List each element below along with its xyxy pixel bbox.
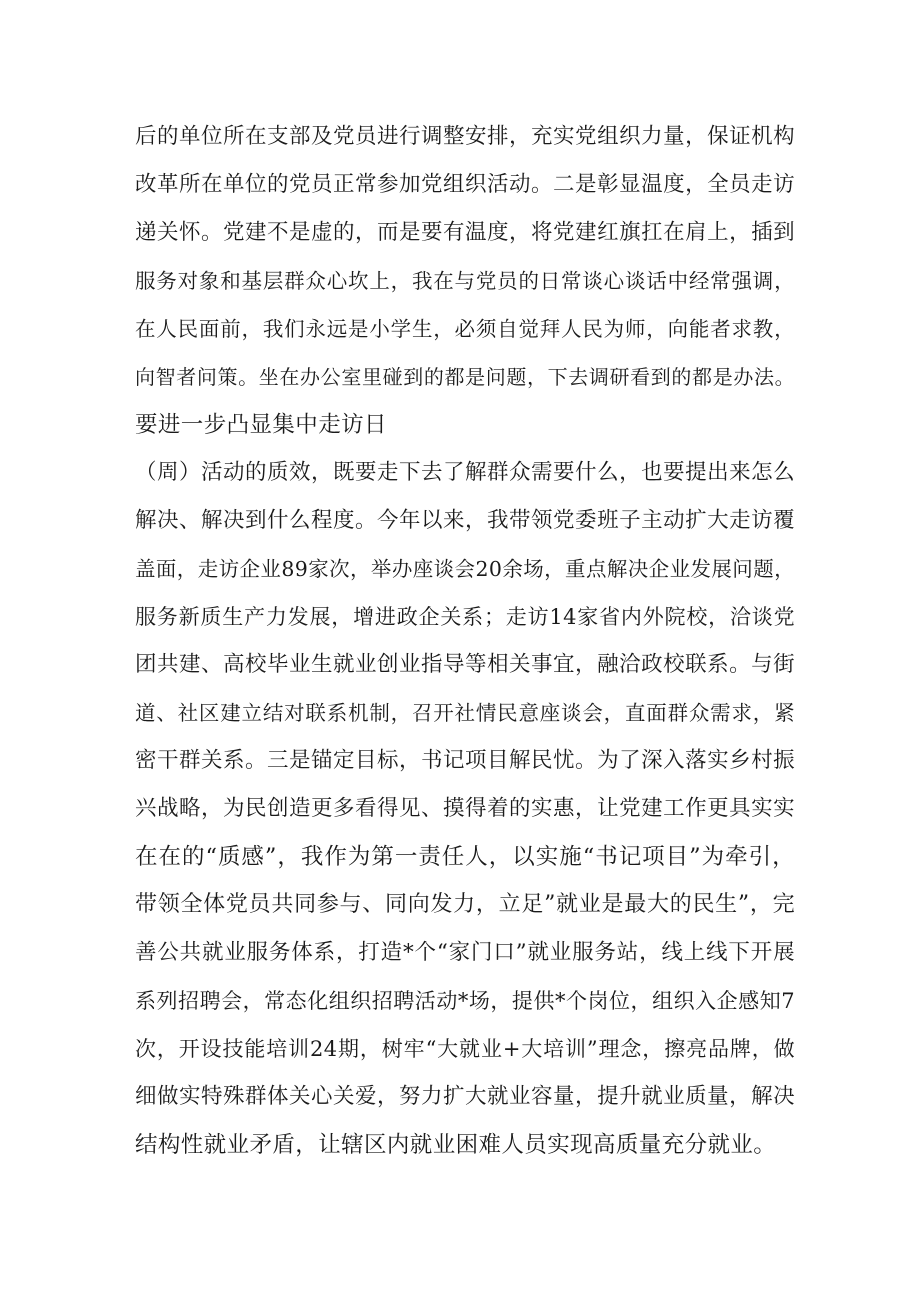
text-line: 细做实特殊群体关心关爱，努力扩大就业容量，提升就业质量，解决 <box>135 1084 795 1109</box>
text-line: 要进一步凸显集中走访日 <box>135 412 387 438</box>
document-body <box>135 113 795 1169</box>
text-line: 团共建、高校毕业生就业创业指导等相关事宜，融洽政校联系。与街 <box>135 652 795 677</box>
text-line: 递关怀。党建不是虚的，而是要有温度，将党建红旗扛在肩上，插到 <box>135 220 795 245</box>
text-line: 服务新质生产力发展，增进政企关系；走访14家省内外院校，洽谈党 <box>135 605 795 629</box>
text-line: 解决、解决到什么程度。今年以来，我带领党委班子主动扩大走访覆 <box>135 508 795 533</box>
text-line: 在人民面前，我们永远是小学生，必须自觉拜人民为师，向能者求教， <box>135 317 795 341</box>
text-line: 系列招聘会，常态化组织招聘活动*场，提供*个岗位，组织入企感知7 <box>135 989 795 1013</box>
text-line: 盖面，走访企业89家次，举办座谈会20余场，重点解决企业发展问题， <box>135 557 795 581</box>
text-line: （周）活动的质效，既要走下去了解群众需要什么，也要提出来怎么 <box>135 460 795 485</box>
text-line: 后的单位所在支部及党员进行调整安排，充实党组织力量，保证机构 <box>135 124 795 149</box>
text-line: 向智者问策。坐在办公室里碰到的都是问题，下去调研看到的都是办法。 <box>135 365 795 389</box>
text-line: 次，开设技能培训24期，树牢“大就业+大培训”理念，擦亮品牌，做 <box>135 1037 795 1061</box>
text-line: 密干群关系。三是锚定目标，书记项目解民忧。为了深入落实乡村振 <box>135 748 795 773</box>
text-line: 在在的“质感”，我作为第一责任人，以实施“书记项目”为牵引， <box>135 844 795 870</box>
text-line: 结构性就业矛盾，让辖区内就业困难人员实现高质量充分就业。 <box>135 1132 777 1158</box>
text-line: 道、社区建立结对联系机制，召开社情民意座谈会，直面群众需求，紧 <box>135 701 795 725</box>
text-line: 服务对象和基层群众心坎上，我在与党员的日常谈心谈话中经常强调， <box>135 269 795 293</box>
text-line: 兴战略，为民创造更多看得见、摸得着的实惠，让党建工作更具实实 <box>135 796 795 821</box>
text-line: 善公共就业服务体系，打造*个“家门口”就业服务站，线上线下开展 <box>135 940 795 965</box>
text-line: 带领全体党员共同参与、同向发力，立足”就业是最大的民生”，完 <box>135 892 795 917</box>
text-line: 改革所在单位的党员正常参加党组织活动。二是彰显温度，全员走访 <box>135 172 795 197</box>
